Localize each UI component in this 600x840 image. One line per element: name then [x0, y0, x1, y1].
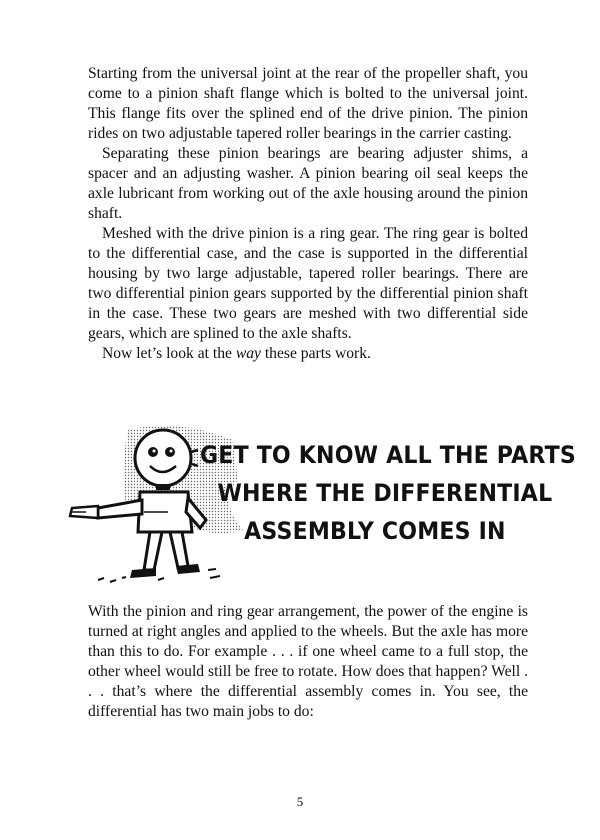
section-heading: [200, 436, 576, 550]
heading-line-1: GET TO KNOW ALL THE PARTS: [200, 441, 576, 469]
now-lets-look-before: Now let’s look at the: [102, 345, 236, 362]
mascot-head-icon: [135, 430, 191, 486]
mascot-pointing-arm-icon: [98, 500, 142, 518]
paragraph-now-lets-look: [88, 344, 528, 364]
bottom-text-block: [88, 602, 528, 722]
paragraph-ring-gear: Meshed with the drive pinion is a ring gear. The ring gear is bolted to the differential case, and the case is supported in the differential housing by two large adjustable, tapered roller bearings. There are two differential pinion gears supported by the differential pinion shaft in the case. These two gears are meshed with two differential side gears, which are splined to the axle shafts.: [88, 225, 528, 342]
paragraph-pinion-bearings: Separating these pinion bearings are bearing adjuster shims, a spacer and an adjusting washer. A pinion bearing oil seal keeps the axle lubricant from working out of the axle housing around the pinion shaft.: [88, 145, 528, 222]
heading-line-3: ASSEMBLY COMES IN: [244, 517, 506, 545]
page-number: 5: [296, 794, 304, 809]
top-text-block: [88, 64, 528, 364]
now-lets-look-after: these parts work.: [260, 345, 371, 362]
heading-line-2: WHERE THE DIFFERENTIAL: [217, 479, 553, 507]
paragraph-propeller-shaft: Starting from the universal joint at the rear of the propeller shaft, you come to a pinion shaft flange which is bolted to the universal joint. This flange fits over the splined end of the drive pinion. The pinion rides on two adjustable tapered roller bearings in the carrier casting.: [88, 65, 528, 142]
emphasis-way: way: [235, 345, 261, 362]
paragraph-differential-jobs: With the pinion and ring gear arrangement, the power of the engine is turned at right angles and applied to the wheels. But the axle has more than this to do. For example . . . if one wheel came to a full stop, the other wheel would still be free to rotate. How does that happen? Well . . . that’s where the differential assembly comes in. You see, the differential has two main jobs to do:: [88, 603, 528, 720]
